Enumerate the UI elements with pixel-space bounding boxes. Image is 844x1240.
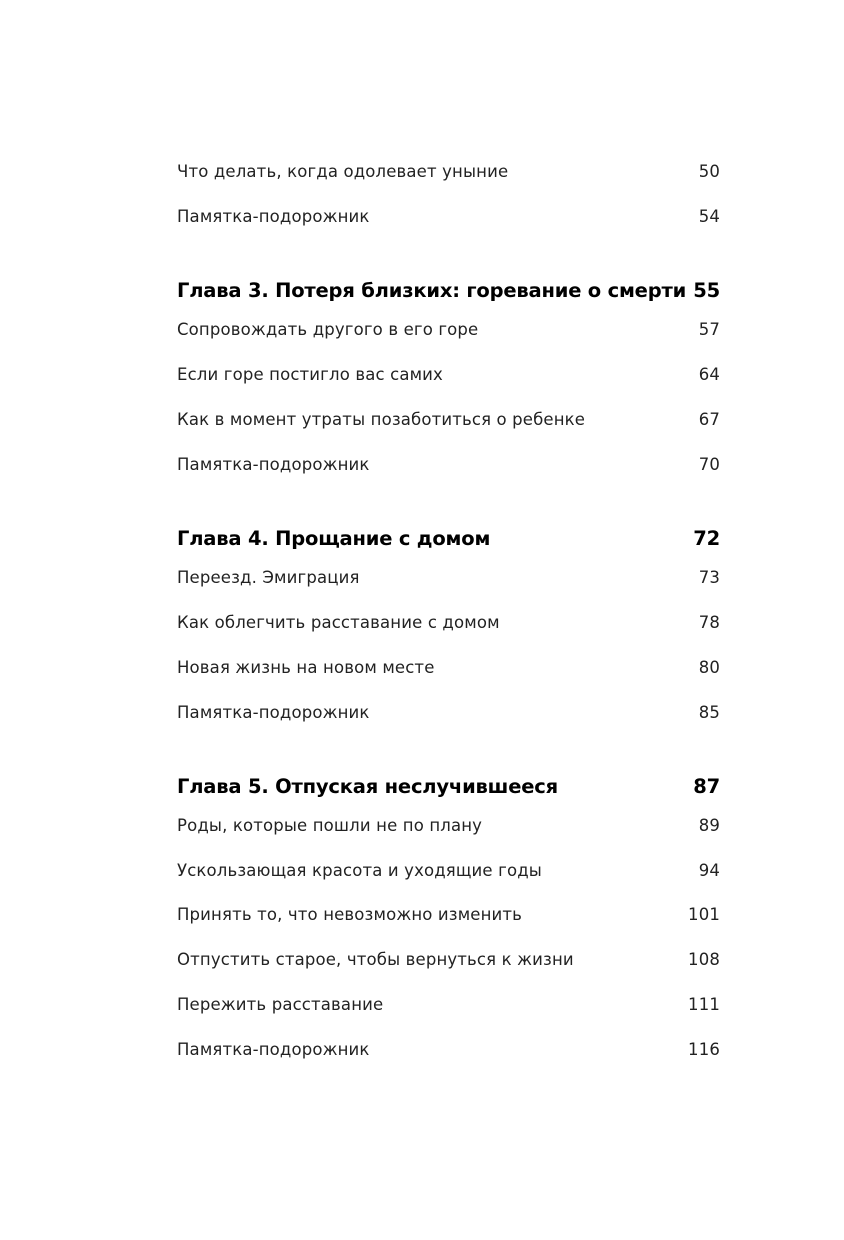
toc-entry-title: Памятка-подорожник — [177, 703, 370, 722]
toc-entry-page: 67 — [698, 410, 720, 429]
chapter-4-heading[interactable] — [177, 527, 720, 550]
toc-entry-title: Памятка-подорожник — [177, 455, 370, 474]
toc-entry[interactable] — [177, 816, 720, 835]
toc-entry[interactable] — [177, 658, 720, 677]
toc-entry-page: 85 — [698, 703, 720, 722]
toc-entry[interactable] — [177, 950, 720, 969]
toc-entry-title: Если горе постигло вас самих — [177, 365, 443, 384]
toc-entry-page: 89 — [698, 816, 720, 835]
toc-entry[interactable] — [177, 455, 720, 474]
toc-entry-page: 73 — [698, 568, 720, 587]
chapter-page: 87 — [693, 775, 720, 798]
toc-entry[interactable] — [177, 703, 720, 722]
toc-entry[interactable] — [177, 905, 720, 924]
toc-entry-title: Памятка-подорожник — [177, 1040, 370, 1059]
toc-entry-title: Отпустить старое, чтобы вернуться к жизни — [177, 950, 574, 969]
toc-entry-title: Пережить расставание — [177, 995, 384, 1014]
toc-entry-page: 80 — [698, 658, 720, 677]
chapter-title: Глава 5. Отпуская неслучившееся — [177, 775, 558, 798]
toc-entry-title: Как в момент утраты позаботиться о ребенке — [177, 410, 586, 429]
chapter-title: Глава 4. Прощание с домом — [177, 527, 491, 550]
toc-entry-page: 116 — [688, 1040, 720, 1059]
toc-entry-title: Как облегчить расставание с домом — [177, 613, 500, 632]
toc-entry-title: Новая жизнь на новом месте — [177, 658, 435, 677]
toc-entry[interactable] — [177, 613, 720, 632]
toc-entry-page: 101 — [688, 905, 720, 924]
toc-entry-page: 111 — [688, 995, 720, 1014]
toc-entry[interactable] — [177, 995, 720, 1014]
toc-entry-title: Роды, которые пошли не по плану — [177, 816, 483, 835]
toc-entry-page: 54 — [698, 207, 720, 226]
toc-entry[interactable] — [177, 1040, 720, 1059]
toc-entry-page: 78 — [698, 613, 720, 632]
toc-entry-page: 94 — [698, 861, 720, 880]
toc-entry-page: 50 — [698, 162, 720, 181]
toc-entry-title: Сопровождать другого в его горе — [177, 320, 479, 339]
toc-entry[interactable] — [177, 568, 720, 587]
toc-entry[interactable] — [177, 365, 720, 384]
toc-entry[interactable] — [177, 162, 720, 181]
chapter-page: 55 — [693, 279, 720, 302]
toc-entry-title: Принять то, что невозможно изменить — [177, 905, 523, 924]
toc-entry-page: 108 — [688, 950, 720, 969]
chapter-3-heading[interactable] — [177, 279, 720, 302]
toc-entry[interactable] — [177, 320, 720, 339]
chapter-page: 72 — [693, 527, 720, 550]
chapter-5-heading[interactable] — [177, 775, 720, 798]
chapter-title: Глава 3. Потеря близких: горевание о смерти — [177, 279, 687, 302]
toc-entry[interactable] — [177, 207, 720, 226]
toc-entry-title: Переезд. Эмиграция — [177, 568, 360, 587]
toc-entry-title: Что делать, когда одолевает уныние — [177, 162, 509, 181]
toc-entry-title: Памятка-подорожник — [177, 207, 370, 226]
toc-entry-page: 70 — [698, 455, 720, 474]
toc-entry-title: Ускользающая красота и уходящие годы — [177, 861, 542, 880]
toc-entry-page: 64 — [698, 365, 720, 384]
toc-entry[interactable] — [177, 861, 720, 880]
toc-entry[interactable] — [177, 410, 720, 429]
toc-entry-page: 57 — [698, 320, 720, 339]
